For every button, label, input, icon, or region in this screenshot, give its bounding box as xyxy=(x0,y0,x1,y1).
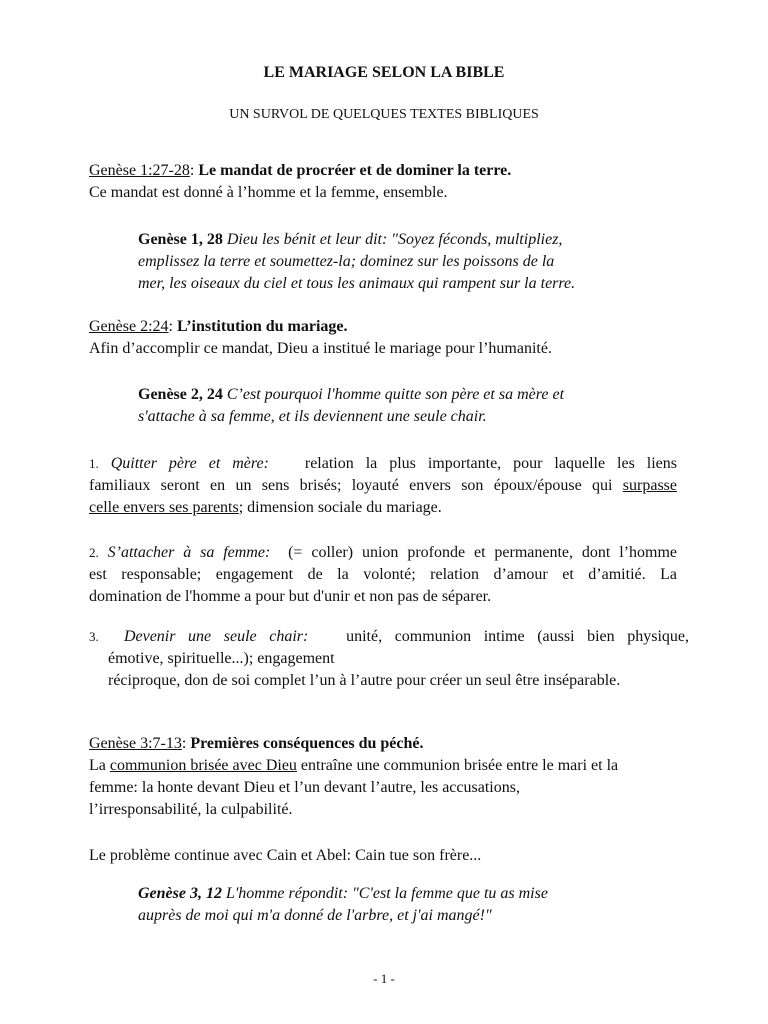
list-number: 1. xyxy=(89,456,99,471)
list-text: domination de l'homme a pour but d'unir et non pas de séparer. xyxy=(89,588,492,605)
list-label: Quitter père et mère: xyxy=(110,455,269,472)
section-text: femme: la honte devant Dieu et l’un devant l’autre, les accusations, xyxy=(89,779,520,796)
list-label: Devenir une seule chair: xyxy=(123,628,309,645)
list-text: unité, communion intime (aussi bien physique, xyxy=(346,628,690,645)
section-text: entraîne une communion brisée entre le mari et la xyxy=(296,757,619,774)
list-label: S’attacher à sa femme: xyxy=(107,544,271,561)
document-subtitle: UN SURVOL DE QUELQUES TEXTES BIBLIQUES xyxy=(229,107,539,122)
verse-line: Dieu les bénit et leur dit: "Soyez féconds, multipliez, xyxy=(226,231,563,248)
list-text-underlined: celle envers ses parents xyxy=(89,499,239,516)
verse-line: auprès de moi qui m'a donné de l'arbre, et j'ai mangé!" xyxy=(138,907,492,924)
section-text-underlined: communion brisée avec Dieu xyxy=(109,757,297,774)
section-heading-genese-1 xyxy=(89,160,689,182)
section-text: l’irresponsabilité, la culpabilité. xyxy=(89,801,293,818)
section-text: Ce mandat est donné à l’homme et la femme, ensemble. xyxy=(89,184,448,201)
section-colon: : xyxy=(189,162,195,179)
list-item-attacher xyxy=(89,542,677,608)
verse-line: mer, les oiseaux du ciel et tous les animaux qui rampent sur la terre. xyxy=(138,275,576,292)
list-number: 2. xyxy=(89,545,99,560)
section-reference: Genèse 2:24 xyxy=(89,318,169,335)
verse-genese-1-28 xyxy=(138,229,698,295)
verse-line: L'homme répondit: "C'est la femme que tu as mise xyxy=(225,885,548,902)
list-text: émotive, spirituelle...); engagement xyxy=(108,650,335,667)
verse-genese-2-24 xyxy=(138,384,698,428)
verse-genese-3-12 xyxy=(138,883,698,927)
section-title: L’institution du mariage. xyxy=(176,318,348,335)
page-number: - 1 - xyxy=(373,971,395,986)
section-reference: Genèse 3:7-13 xyxy=(89,735,182,752)
section-text-block xyxy=(89,755,689,821)
list-item-seule-chair xyxy=(89,626,689,692)
list-text: est responsable; engagement de la volonté; relation d’amour et d’amitié. La xyxy=(89,566,677,583)
section-colon: : xyxy=(168,318,173,335)
verse-reference: Genèse 1, 28 xyxy=(138,231,223,248)
list-text: ; dimension sociale du mariage. xyxy=(238,499,442,516)
section-title: Premières conséquences du péché. xyxy=(190,735,424,752)
verse-reference: Genèse 3, 12 xyxy=(138,885,222,902)
document-title: LE MARIAGE SELON LA BIBLE xyxy=(263,64,505,81)
list-item-quitter xyxy=(89,453,677,519)
list-text-underlined: surpasse xyxy=(622,477,677,494)
list-text: familiaux seront en un sens brisés; loyauté envers son époux/épouse qui xyxy=(89,477,613,494)
list-text: relation la plus importante, pour laquelle les liens xyxy=(304,455,677,472)
verse-reference: Genèse 2, 24 xyxy=(138,386,223,403)
section-title: Le mandat de procréer et de dominer la terre. xyxy=(198,162,512,179)
section-text: La xyxy=(89,757,110,774)
list-text: (= coller) union profonde et permanente, dont l’homme xyxy=(288,544,678,561)
section-text: Afin d’accomplir ce mandat, Dieu a institué le mariage pour l’humanité. xyxy=(89,340,552,357)
list-number: 3. xyxy=(89,629,99,644)
list-text: réciproque, don de soi complet l’un à l’autre pour créer un seul être inséparable. xyxy=(108,672,621,689)
verse-line: C’est pourquoi l'homme quitte son père et sa mère et xyxy=(226,386,565,403)
section-colon: : xyxy=(181,735,187,752)
verse-line: s'attache à sa femme, et ils deviennent une seule chair. xyxy=(138,408,487,425)
verse-line: emplissez la terre et soumettez-la; dominez sur les poissons de la xyxy=(138,253,555,270)
section-text: Le problème continue avec Cain et Abel: Cain tue son frère... xyxy=(89,847,482,864)
section-reference: Genèse 1:27-28 xyxy=(89,162,190,179)
section-heading-genese-3 xyxy=(89,733,689,755)
section-heading-genese-2 xyxy=(89,316,689,338)
